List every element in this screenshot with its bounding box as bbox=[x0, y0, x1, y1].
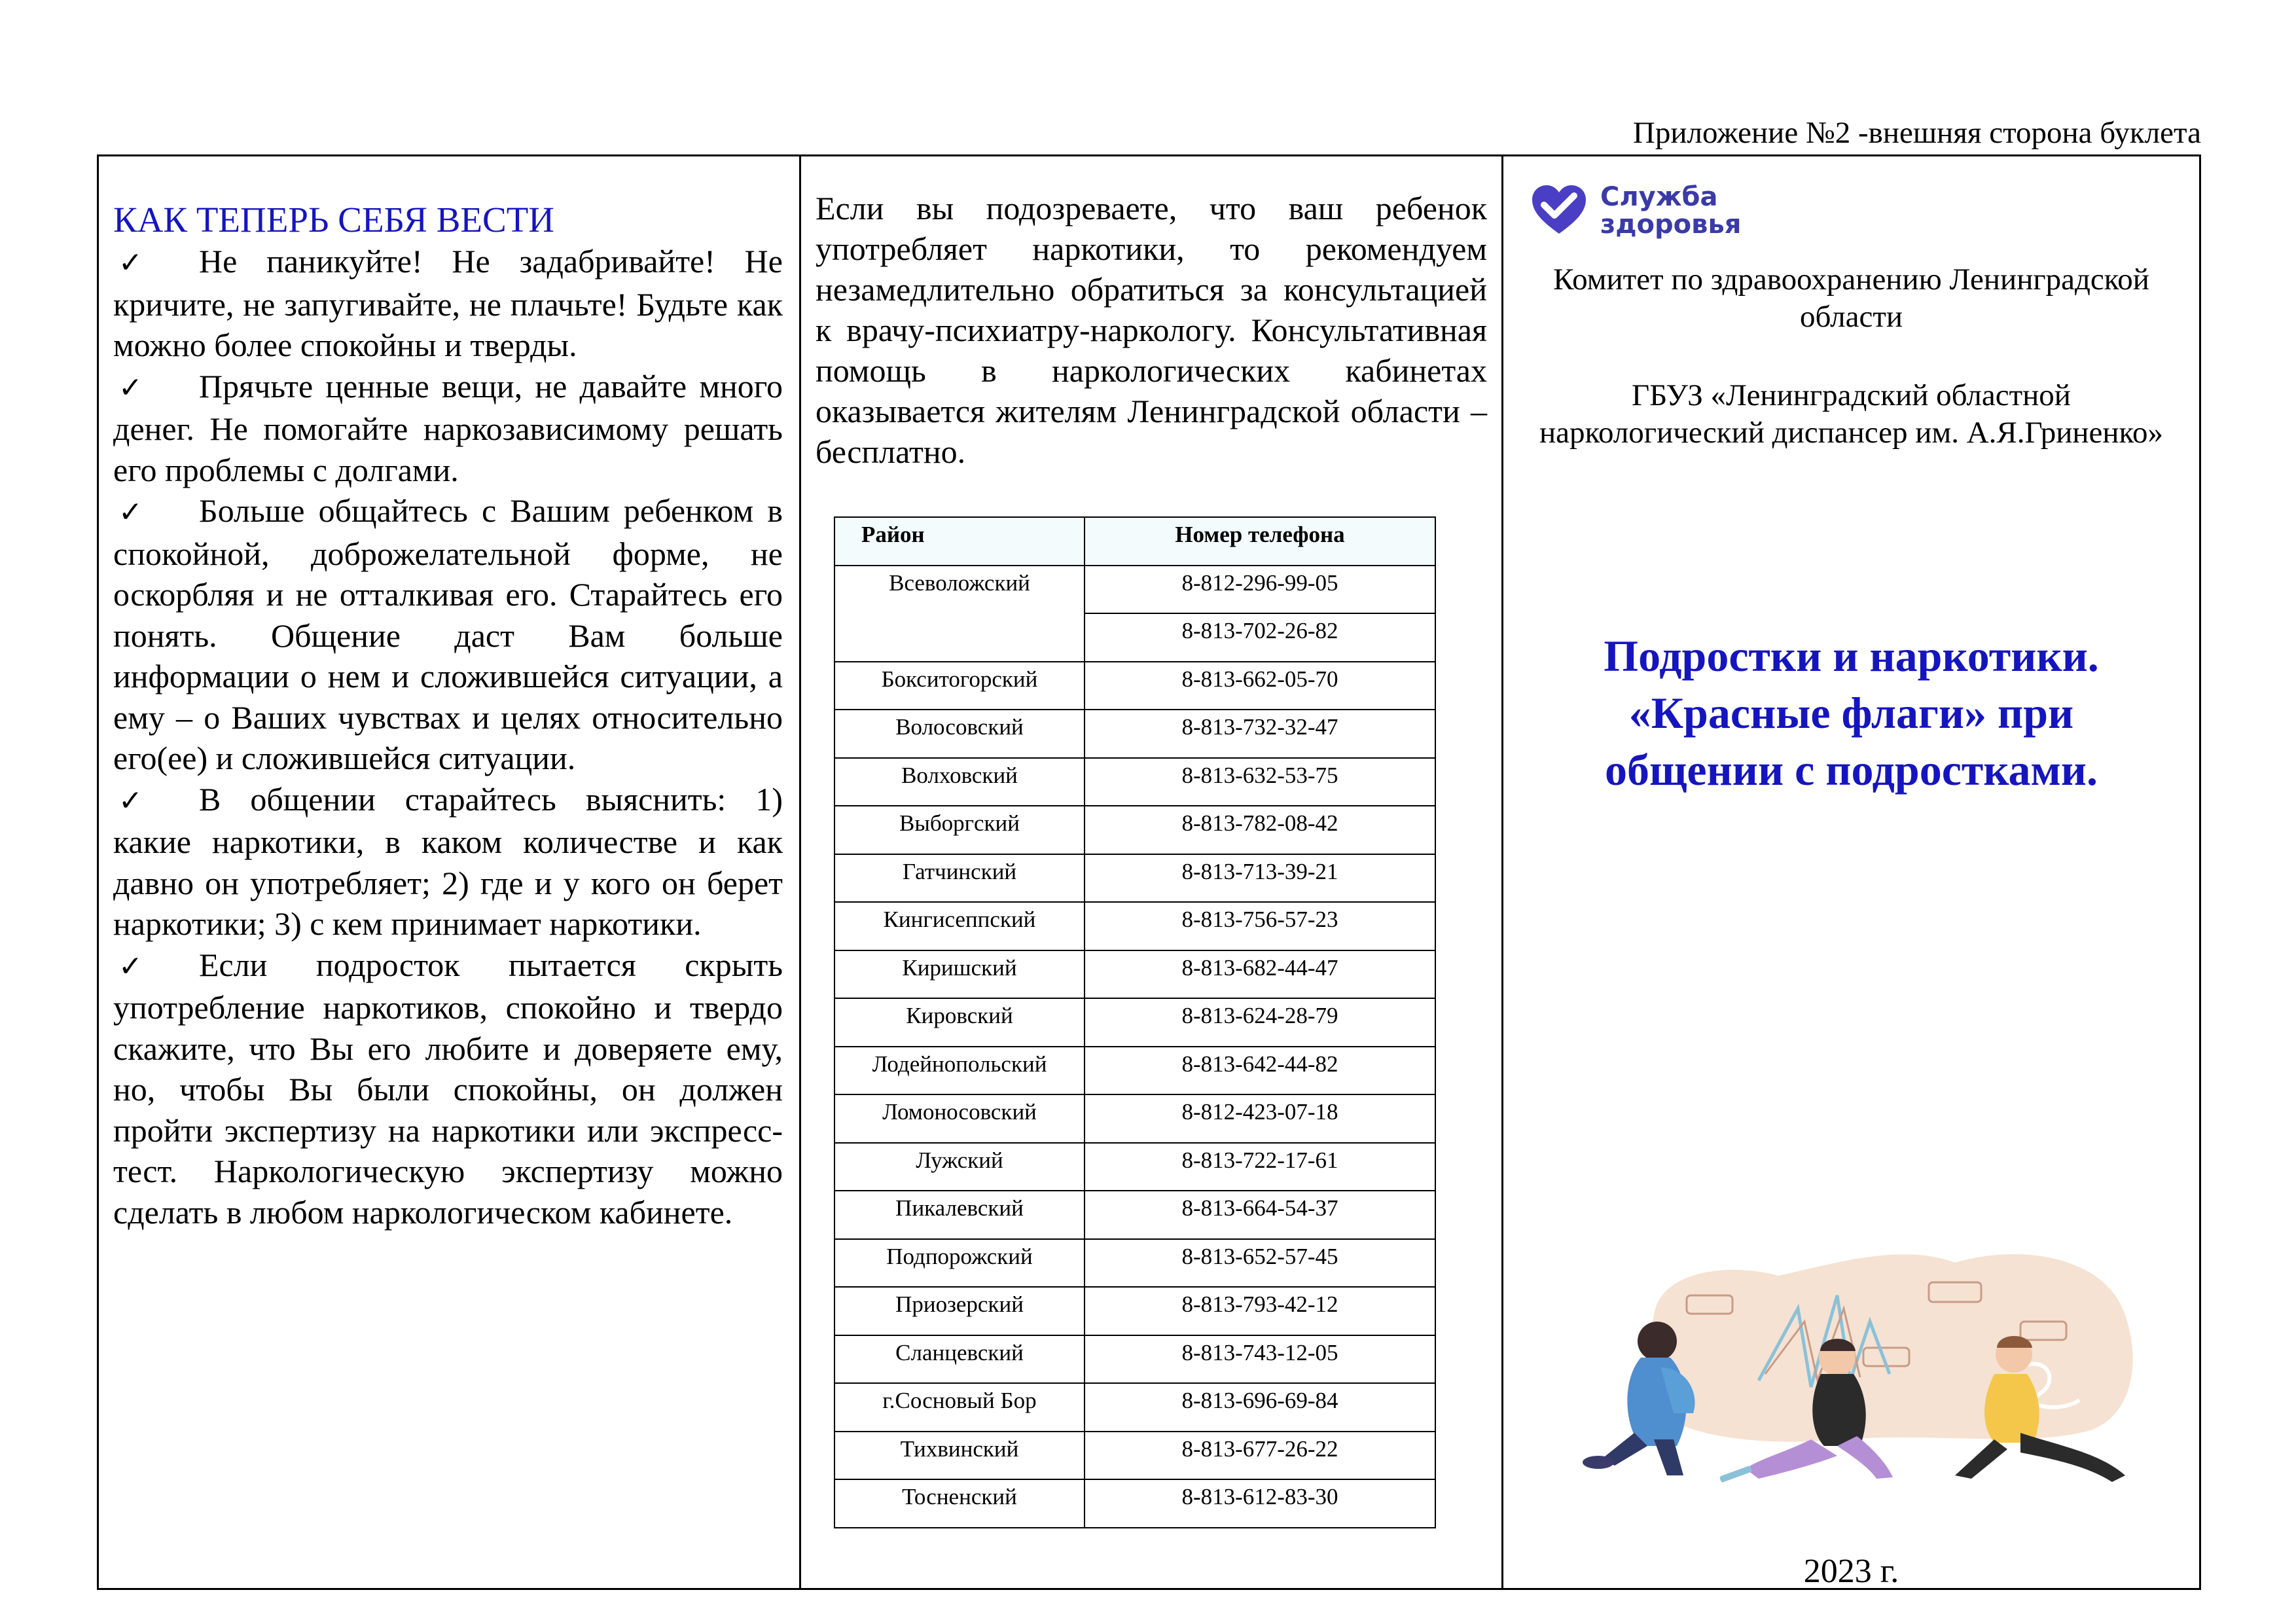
advice-paragraph-2 bbox=[113, 366, 783, 491]
table-row bbox=[834, 1047, 1435, 1095]
advice-paragraph-1 bbox=[113, 241, 783, 366]
table-row bbox=[834, 998, 1435, 1047]
heart-check-logo-icon bbox=[1530, 183, 1588, 239]
consultation-intro: Если вы подозреваете, что ваш ребенок употребляет наркотики, то рекомендуем незамедлительно обратиться за консультацией к врачу-психиатру-наркологу. Консультативная помощь в наркологических кабинетах оказывается жителям Ленинградской области – бесплатно. bbox=[816, 190, 1487, 470]
district-cell: Гатчинский bbox=[834, 854, 1085, 903]
phone-table bbox=[834, 516, 1436, 1528]
table-row bbox=[834, 1479, 1435, 1528]
column-header-district: Район bbox=[834, 517, 1085, 566]
table-row bbox=[834, 758, 1435, 806]
title-line-2: «Красные флаги» при bbox=[1628, 688, 2074, 738]
column-header-phone: Номер телефона bbox=[1085, 517, 1435, 566]
advice-text: В общении старайтесь выяснить: 1) какие наркотики, в каком количестве и как давно он употребляет; 2) где и у кого он берет наркотики; 3) с кем принимает наркотики. bbox=[113, 780, 783, 942]
table-row bbox=[834, 854, 1435, 903]
district-cell: Лодейнопольский bbox=[834, 1047, 1085, 1095]
table-row bbox=[834, 566, 1435, 614]
phone-cell: 8-813-642-44-82 bbox=[1085, 1047, 1435, 1095]
advice-paragraph-3 bbox=[113, 490, 783, 779]
phone-cell: 8-813-713-39-21 bbox=[1085, 854, 1435, 903]
advice-paragraph-4 bbox=[113, 779, 783, 945]
district-cell: г.Сосновый Бор bbox=[834, 1383, 1085, 1432]
table-row bbox=[834, 1191, 1435, 1239]
phone-cell: 8-813-756-57-23 bbox=[1085, 902, 1435, 950]
district-cell: Пикалевский bbox=[834, 1191, 1085, 1239]
table-row bbox=[834, 1335, 1435, 1384]
checkmark-icon: ✓ bbox=[118, 370, 143, 405]
table-row bbox=[834, 1143, 1435, 1191]
section-heading: КАК ТЕПЕРЬ СЕБЯ ВЕСТИ bbox=[113, 200, 555, 240]
district-cell: Ломоносовский bbox=[834, 1094, 1085, 1143]
phone-cell: 8-813-782-08-42 bbox=[1085, 806, 1435, 854]
table-row bbox=[834, 950, 1435, 999]
phone-cell: 8-813-664-54-37 bbox=[1085, 1191, 1435, 1239]
district-cell: Волховский bbox=[834, 758, 1085, 806]
phone-cell: 8-813-722-17-61 bbox=[1085, 1143, 1435, 1191]
district-cell: Сланцевский bbox=[834, 1335, 1085, 1384]
phone-cell: 8-812-296-99-05 bbox=[1085, 566, 1435, 614]
logo-line-2: здоровья bbox=[1600, 209, 1742, 240]
district-cell: Тосненский bbox=[834, 1479, 1085, 1528]
district-cell: Бокситогорский bbox=[834, 662, 1085, 710]
table-row bbox=[834, 806, 1435, 854]
title-line-1: Подростки и наркотики. bbox=[1604, 631, 2099, 681]
phone-cell: 8-813-677-26-22 bbox=[1085, 1432, 1435, 1480]
phone-table-body bbox=[834, 566, 1435, 1528]
table-row bbox=[834, 1383, 1435, 1432]
phone-cell: 8-813-612-83-30 bbox=[1085, 1479, 1435, 1528]
phone-cell: 8-813-696-69-84 bbox=[1085, 1383, 1435, 1432]
table-row bbox=[834, 1287, 1435, 1335]
table-row bbox=[834, 1432, 1435, 1480]
institution-name: ГБУЗ «Ленинградский областной наркологический диспансер им. А.Я.Гриненко» bbox=[1539, 378, 2163, 450]
district-cell: Всеволожский bbox=[834, 566, 1085, 662]
booklet-frame bbox=[97, 154, 2201, 1590]
advice-paragraph-5 bbox=[113, 945, 783, 1233]
phone-cell: 8-813-743-12-05 bbox=[1085, 1335, 1435, 1384]
district-cell: Волосовский bbox=[834, 710, 1085, 758]
logo-line-1: Служба bbox=[1600, 182, 1718, 212]
phone-cell: 8-813-702-26-82 bbox=[1085, 613, 1435, 662]
table-row bbox=[834, 1094, 1435, 1143]
checkmark-icon: ✓ bbox=[118, 784, 143, 818]
logo-text bbox=[1600, 183, 1741, 238]
district-cell: Тихвинский bbox=[834, 1432, 1085, 1480]
district-cell: Кировский bbox=[834, 998, 1085, 1047]
district-cell: Подпорожский bbox=[834, 1239, 1085, 1288]
table-row bbox=[834, 710, 1435, 758]
checkmark-icon: ✓ bbox=[118, 496, 143, 529]
right-column bbox=[1503, 156, 2199, 1588]
table-row bbox=[834, 902, 1435, 950]
advice-text: Не паникуйте! Не задабривайте! Не кричите, не запугивайте, не плачьте! Будьте как можно более спокойны и тверды. bbox=[113, 243, 783, 363]
table-row bbox=[834, 1239, 1435, 1288]
middle-column bbox=[801, 156, 1503, 1588]
checkmark-icon: ✓ bbox=[118, 246, 143, 280]
phone-cell: 8-813-624-28-79 bbox=[1085, 998, 1435, 1047]
phone-cell: 8-813-662-05-70 bbox=[1085, 662, 1435, 710]
district-cell: Лужский bbox=[834, 1143, 1085, 1191]
district-cell: Выборгский bbox=[834, 806, 1085, 854]
phone-cell: 8-813-652-57-45 bbox=[1085, 1239, 1435, 1288]
phone-cell: 8-813-682-44-47 bbox=[1085, 950, 1435, 999]
district-cell: Кингисеппский bbox=[834, 902, 1085, 950]
table-header-row bbox=[834, 517, 1435, 566]
title-line-3: общении с подростками. bbox=[1605, 745, 2098, 795]
advice-text: Если подросток пытается скрыть употребление наркотиков, спокойно и твердо скажите, что Вы его любите и доверяете ему, но, чтобы Вы были спокойны, он должен пройти экспертизу на наркотики или экспресс-тест. Наркологическую экспертизу можно сделать в любом наркологическом кабинете. bbox=[113, 946, 783, 1231]
checkmark-icon: ✓ bbox=[118, 949, 143, 983]
sluzhba-zdorovya-logo bbox=[1530, 183, 1741, 239]
publication-year: 2023 г. bbox=[1803, 1553, 1899, 1590]
phone-cell: 8-812-423-07-18 bbox=[1085, 1094, 1435, 1143]
committee-name: Комитет по здравоохранению Ленинградской области bbox=[1553, 262, 2149, 334]
left-column bbox=[99, 156, 801, 1588]
booklet-title bbox=[1503, 628, 2199, 799]
phone-cell: 8-813-732-32-47 bbox=[1085, 710, 1435, 758]
advice-text: Больше общайтесь с Вашим ребенком в спокойной, доброжелательной форме, не оскорбляя и не отталкивая его. Старайтесь его понять. Общение даст Вам больше информации о нем и сложившейся ситуации, а ему – о Ваших чувствах и целях относительно его(ее) и сложившейся ситуации. bbox=[113, 492, 783, 776]
district-cell: Киришский bbox=[834, 950, 1085, 999]
table-row bbox=[834, 662, 1435, 710]
phone-cell: 8-813-793-42-12 bbox=[1085, 1287, 1435, 1335]
phone-cell: 8-813-632-53-75 bbox=[1085, 758, 1435, 806]
appendix-note: Приложение №2 -внешняя сторона буклета bbox=[1632, 116, 2201, 150]
advice-text: Прячьте ценные вещи, не давайте много денег. Не помогайте наркозависимому решать его проблемы с долгами. bbox=[113, 367, 783, 488]
district-cell: Приозерский bbox=[834, 1287, 1085, 1335]
sad-teenagers-illustration bbox=[1562, 1217, 2151, 1492]
